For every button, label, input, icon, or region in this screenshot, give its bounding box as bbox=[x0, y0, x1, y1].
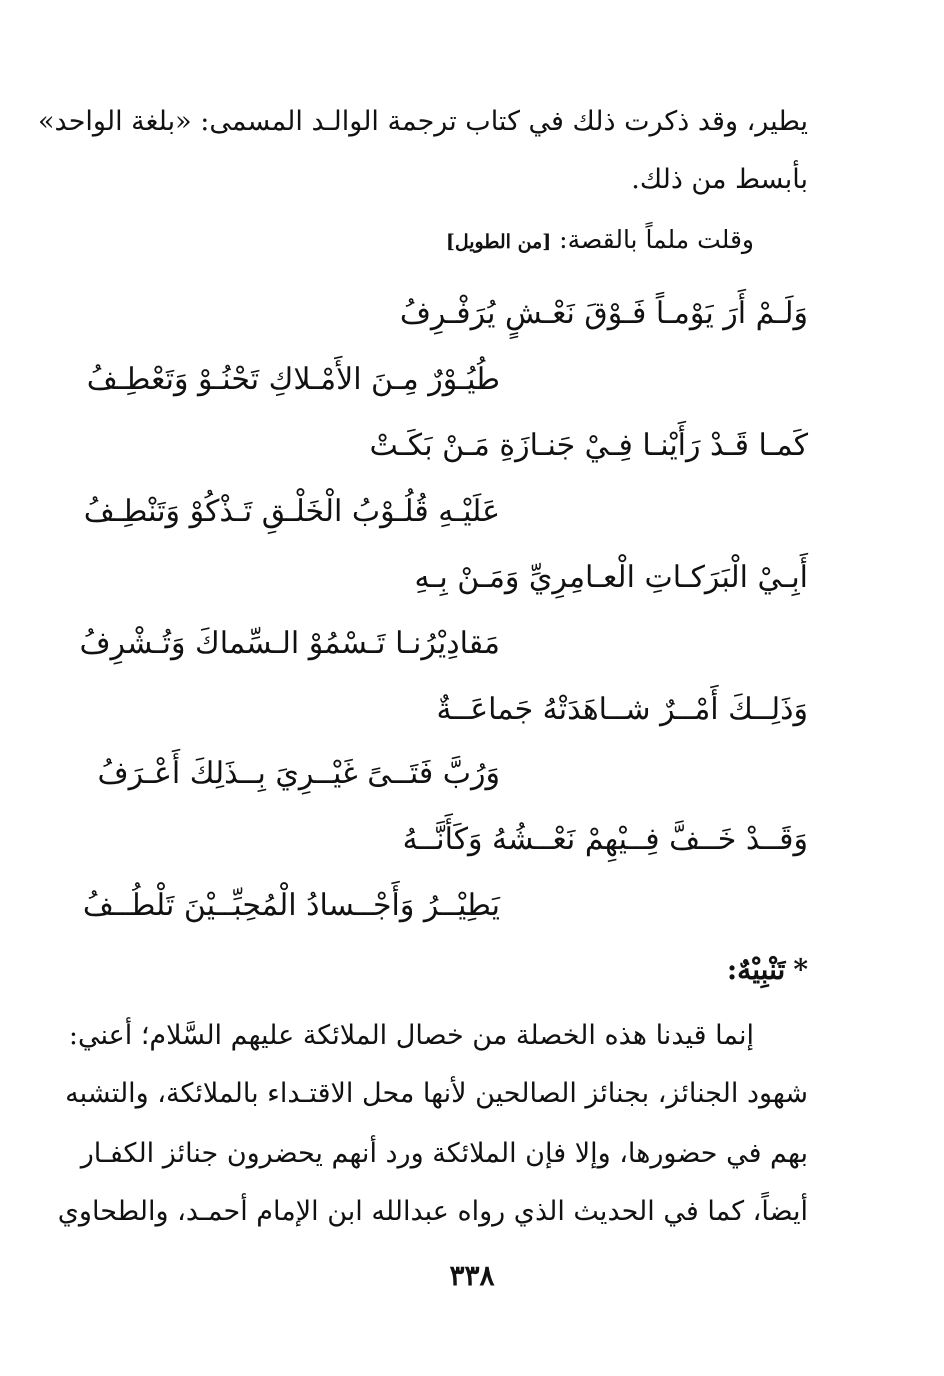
poem-line: أَبِـيْ الْبَرَكـاتِ الْعـامِرِيِّ وَمَـنْ بِـهِ bbox=[414, 560, 808, 595]
text-line: بأبسط من ذلك. bbox=[631, 164, 808, 195]
page-number: ٣٣٨ bbox=[449, 1259, 495, 1292]
text-line: أيضاً، كما في الحديث الذي رواه عبدالله ابن الإمام أحمـد، والطحاوي bbox=[57, 1196, 808, 1227]
poem-line: مَقادِيْرُنـا تَـسْمُوْ الـسِّماكَ وَتُـشْرِفُ bbox=[79, 626, 500, 661]
note-heading bbox=[727, 950, 808, 990]
poem-line: وَذَلِــكَ أَمْــرٌ شــاهَدَتْهُ جَماعَــةٌ bbox=[436, 692, 808, 727]
poem-line: وَرُبَّ فَتَــىً غَيْــرِيَ بِــذَلِكَ أَعْـرَفُ bbox=[97, 756, 500, 791]
poem-intro bbox=[446, 222, 754, 260]
poem-line: طُيُـوْرٌ مِـنَ الأَمْـلاكِ تَحْنُـوْ وَتَعْطِـفُ bbox=[86, 362, 500, 397]
note-title: تَنْبِيْهٌ: bbox=[726, 953, 786, 986]
text-line: بهم في حضورها، وإلا فإن الملائكة ورد أنهم يحضرون جنائز الكفـار bbox=[80, 1138, 808, 1169]
poem-line: عَلَيْـهِ قُلُـوْبُ الْخَلْـقِ تَـذْكُوْ وَتَنْطِـفُ bbox=[83, 494, 500, 529]
text-line: يطير، وقد ذكرت ذلك في كتاب ترجمة الوالـد المسمى: «بلغة الواحد» bbox=[38, 106, 808, 137]
note-asterisk: * bbox=[793, 953, 808, 986]
text-line: شهود الجنائز، بجنائز الصالحين لأنها محل الاقتـداء بالملائكة، والتشبه bbox=[65, 1078, 808, 1109]
poem-line: كَمـا قَـدْ رَأَيْنـا فِـيْ جَنـازَةِ مَـنْ بَكَـتْ bbox=[369, 428, 808, 463]
poem-meter: [من الطويل] bbox=[445, 231, 552, 253]
poem-line: وَقَــدْ خَــفَّ فِــيْهِمْ نَعْــشُهُ وَكَأَنَّــهُ bbox=[402, 822, 808, 857]
poem-line: يَطِيْــرُ وَأَجْــسادُ الْمُحِبِّــيْنَ تَلْطُــفُ bbox=[82, 888, 500, 923]
poem-line: وَلَـمْ أَرَ يَوْمـاً فَـوْقَ نَعْـشٍ يُرَفْـرِفُ bbox=[399, 296, 808, 331]
text-line: إنما قيدنا هذه الخصلة من خصال الملائكة عليهم السَّلام؛ أعني: bbox=[68, 1020, 754, 1051]
poem-intro-text: وقلت ملماً بالقصة: bbox=[559, 225, 754, 254]
